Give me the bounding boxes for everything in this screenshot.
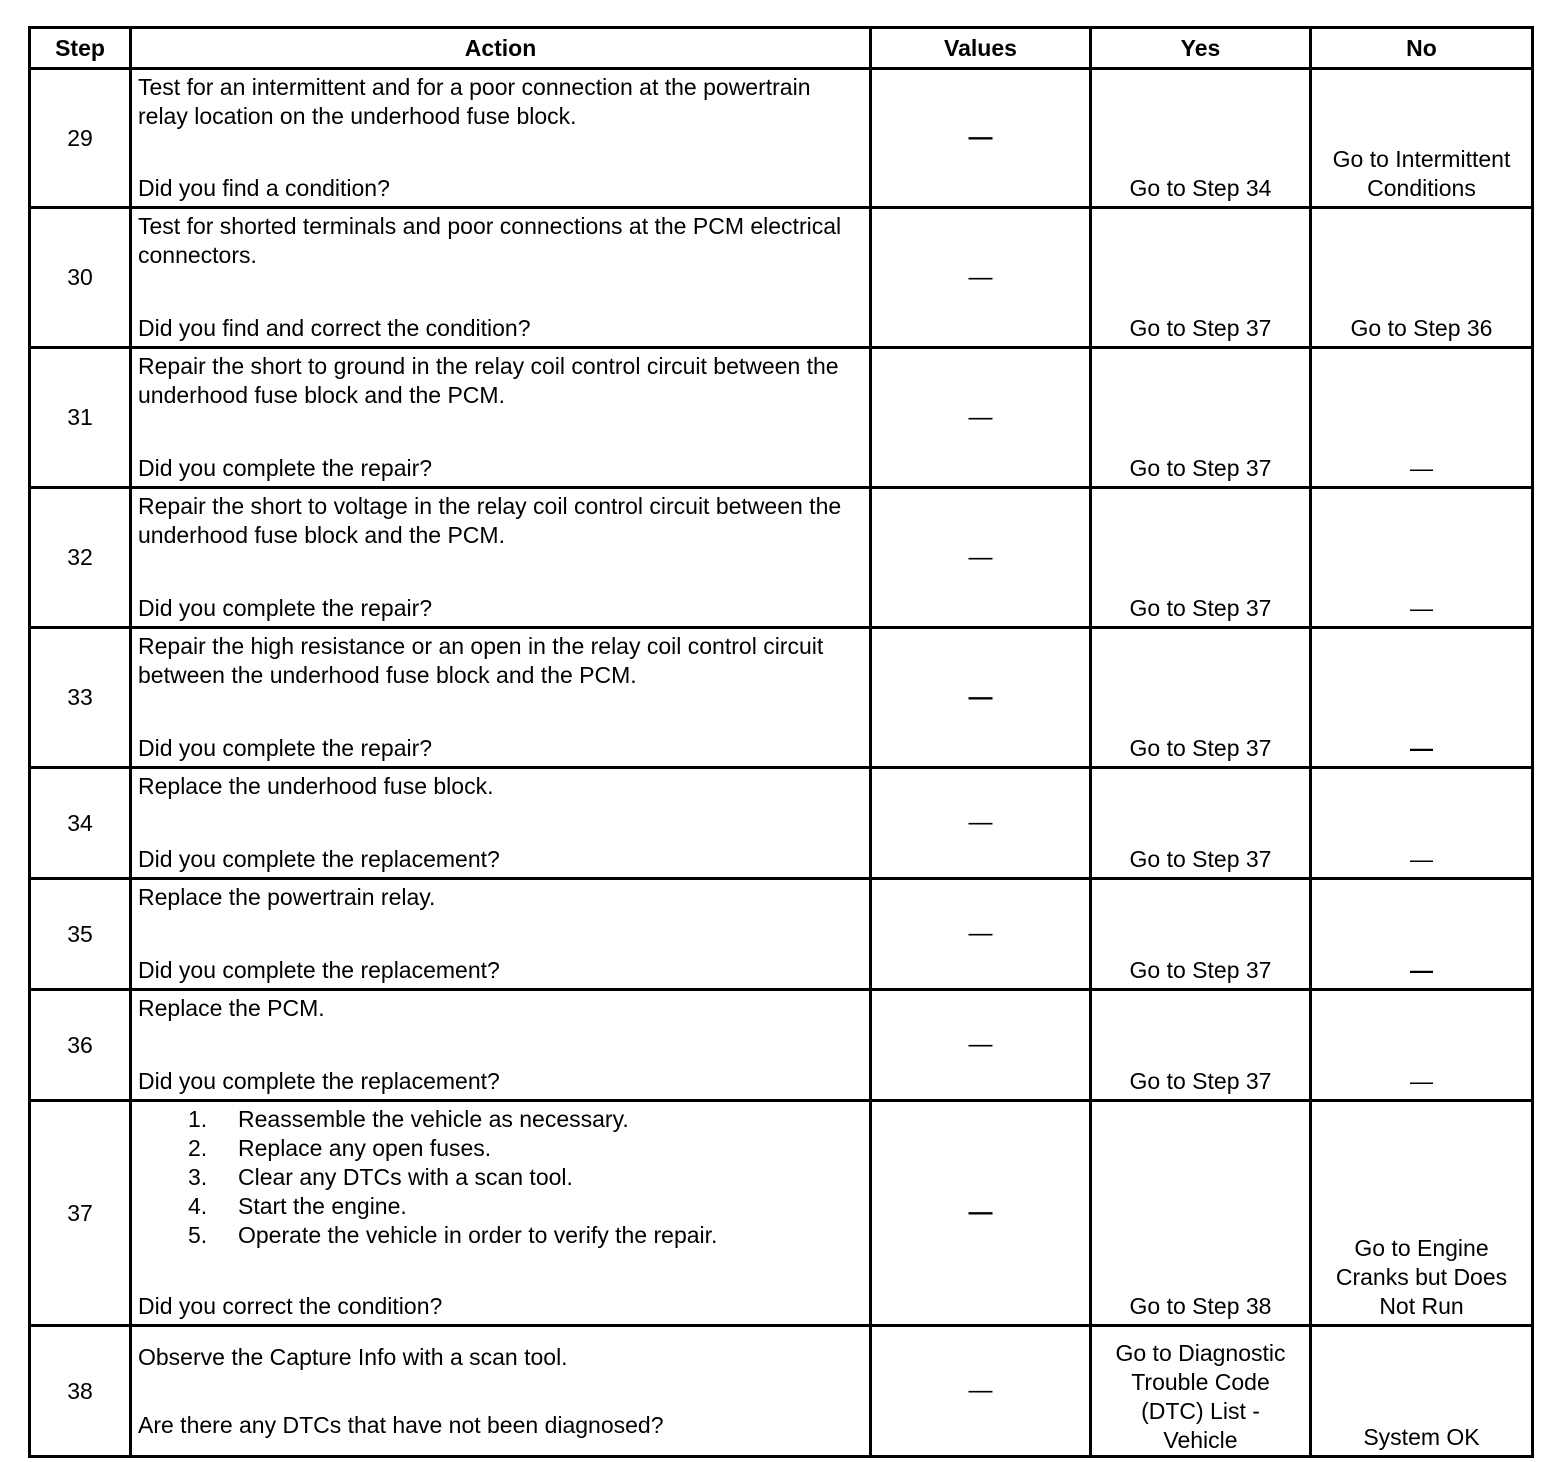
list-item: 3. Clear any DTCs with a scan tool. [188,1164,573,1190]
no-cell: — [1311,879,1533,990]
table-row [30,69,1533,208]
action-cell [131,348,871,488]
table-row [30,1101,1533,1326]
step-number: 36 [30,990,131,1101]
yes-cell: Go to Diagnostic Trouble Code (DTC) List - Vehicle [1091,1326,1311,1457]
list-item: 5. Operate the vehicle in order to verify the repair. [188,1222,718,1248]
no-cell: — [1311,768,1533,879]
no-cell: — [1311,488,1533,628]
action-cell [131,768,871,879]
action-text: Replace the PCM. [138,995,325,1021]
values-cell: — [871,990,1091,1101]
action-text: Repair the high resistance or an open in the relay coil control circuit between the underhood fuse block and the PCM. [138,633,824,688]
header-action: Action [131,28,871,69]
step-number: 30 [30,208,131,348]
action-text: Observe the Capture Info with a scan tool. [138,1343,568,1370]
table-row [30,879,1533,990]
values-cell: — [871,628,1091,768]
list-item: 2. Replace any open fuses. [188,1135,492,1161]
values-cell: — [871,768,1091,879]
values-cell: — [871,208,1091,348]
action-question: Did you complete the repair? [138,735,433,761]
no-cell: System OK [1311,1326,1533,1457]
table-row [30,628,1533,768]
list-item: 1. Reassemble the vehicle as necessary. [188,1106,629,1132]
action-question: Did you find a condition? [138,175,390,201]
header-step: Step [30,28,131,69]
yes-cell: Go to Step 37 [1091,768,1311,879]
yes-cell: Go to Step 34 [1091,69,1311,208]
action-text: Repair the short to ground in the relay coil control circuit between the underhood fuse block and the PCM. [138,353,839,408]
table-row [30,208,1533,348]
yes-cell: Go to Step 37 [1091,348,1311,488]
yes-cell: Go to Step 37 [1091,879,1311,990]
action-text: Repair the short to voltage in the relay coil control circuit between the underhood fuse block and the PCM. [138,493,842,548]
action-question: Did you complete the replacement? [138,846,500,872]
action-cell [131,628,871,768]
step-number: 35 [30,879,131,990]
no-cell: Go to Intermittent Conditions [1311,69,1533,208]
list-item: 4. Start the engine. [188,1193,407,1219]
procedure-list [138,1105,863,1250]
yes-cell: Go to Step 37 [1091,990,1311,1101]
header-row [30,28,1533,69]
header-values: Values [871,28,1091,69]
action-question: Did you find and correct the condition? [138,315,531,341]
values-cell: — [871,1101,1091,1326]
yes-cell: Go to Step 38 [1091,1101,1311,1326]
step-number: 33 [30,628,131,768]
table-row [30,990,1533,1101]
action-question: Did you complete the replacement? [138,1068,500,1094]
header-no: No [1311,28,1533,69]
action-question: Did you complete the repair? [138,455,433,481]
step-number: 37 [30,1101,131,1326]
step-number: 38 [30,1326,131,1457]
action-question: Did you complete the repair? [138,595,433,621]
action-cell [131,1326,871,1457]
no-cell: — [1311,348,1533,488]
action-text: Replace the underhood fuse block. [138,773,494,799]
step-number: 31 [30,348,131,488]
values-cell: — [871,348,1091,488]
action-text: Test for an intermittent and for a poor connection at the powertrain relay location on the underhood fuse block. [138,74,811,129]
no-cell: — [1311,990,1533,1101]
table-row [30,348,1533,488]
header-yes: Yes [1091,28,1311,69]
action-question: Did you correct the condition? [138,1293,443,1319]
values-cell: — [871,488,1091,628]
action-cell [131,69,871,208]
action-text: Replace the powertrain relay. [138,884,436,910]
step-number: 32 [30,488,131,628]
step-number: 29 [30,69,131,208]
yes-cell: Go to Step 37 [1091,208,1311,348]
no-cell: — [1311,628,1533,768]
table-row [30,488,1533,628]
no-cell: Go to Engine Cranks but Does Not Run [1311,1101,1533,1326]
action-cell [131,879,871,990]
diagnostic-table [28,26,1534,1458]
action-cell [131,488,871,628]
action-cell [131,990,871,1101]
step-number: 34 [30,768,131,879]
table-row [30,1326,1533,1457]
yes-cell: Go to Step 37 [1091,628,1311,768]
action-cell [131,208,871,348]
action-question: Are there any DTCs that have not been diagnosed? [138,1411,664,1438]
values-cell: — [871,1326,1091,1457]
no-cell: Go to Step 36 [1311,208,1533,348]
action-cell [131,1101,871,1326]
action-question: Did you complete the replacement? [138,957,500,983]
values-cell: — [871,879,1091,990]
table-row [30,768,1533,879]
values-cell: — [871,69,1091,208]
action-text: Test for shorted terminals and poor connections at the PCM electrical connectors. [138,213,842,268]
yes-cell: Go to Step 37 [1091,488,1311,628]
